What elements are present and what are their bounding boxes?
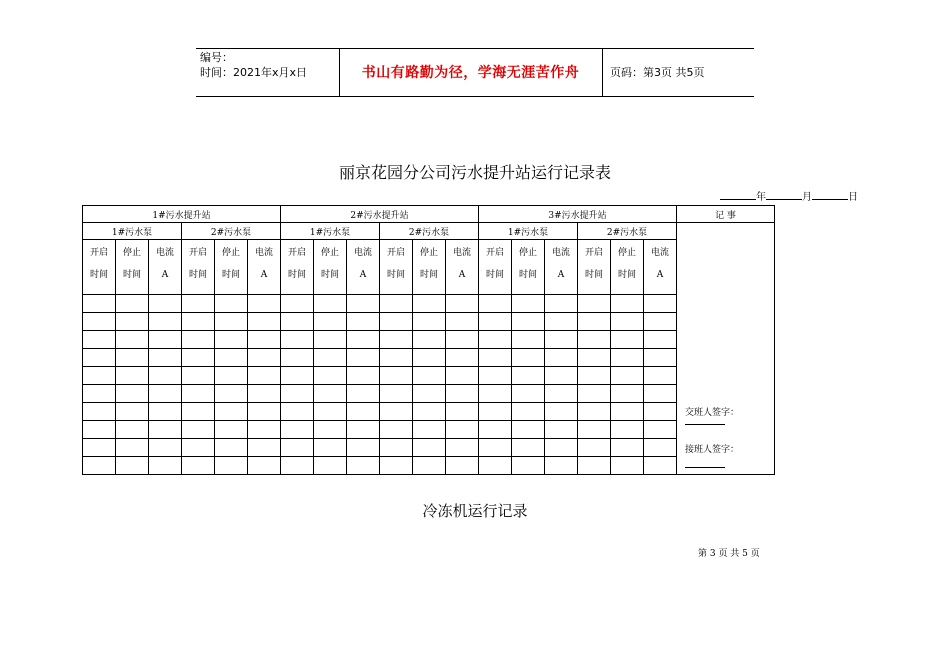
log-cell[interactable] (380, 403, 413, 421)
log-cell[interactable] (116, 421, 149, 439)
log-cell[interactable] (644, 331, 677, 349)
log-cell[interactable] (149, 331, 182, 349)
log-cell[interactable] (446, 295, 479, 313)
log-cell[interactable] (644, 349, 677, 367)
handover-signature-line[interactable] (685, 424, 725, 425)
log-cell[interactable] (479, 385, 512, 403)
log-cell[interactable] (611, 331, 644, 349)
date-line (720, 188, 858, 203)
log-cell[interactable] (446, 367, 479, 385)
day-blank[interactable] (812, 190, 848, 200)
log-cell[interactable] (413, 421, 446, 439)
log-cell[interactable] (116, 439, 149, 457)
log-cell[interactable] (611, 295, 644, 313)
log-cell[interactable] (116, 385, 149, 403)
log-cell[interactable] (149, 457, 182, 475)
log-cell[interactable] (314, 331, 347, 349)
log-cell[interactable] (347, 331, 380, 349)
stop-time-header: 停止 时间 (512, 240, 545, 295)
log-cell[interactable] (182, 439, 215, 457)
takeover-signature-label: 接班人签字： (685, 445, 740, 455)
log-cell[interactable] (479, 457, 512, 475)
log-cell[interactable] (479, 313, 512, 331)
month-blank[interactable] (766, 190, 802, 200)
log-cell[interactable] (644, 457, 677, 475)
log-cell[interactable] (545, 403, 578, 421)
log-cell[interactable] (116, 313, 149, 331)
log-cell[interactable] (512, 457, 545, 475)
log-cell[interactable] (281, 403, 314, 421)
log-cell[interactable] (248, 295, 281, 313)
table-row (83, 349, 775, 367)
table-row (83, 421, 775, 439)
year-blank[interactable] (720, 190, 756, 200)
log-cell[interactable] (116, 349, 149, 367)
log-cell[interactable] (215, 295, 248, 313)
footer-page-number: 第 3 页 共 5 页 (698, 549, 760, 559)
log-cell[interactable] (248, 457, 281, 475)
log-cell[interactable] (281, 295, 314, 313)
log-cell[interactable] (215, 421, 248, 439)
log-cell[interactable] (644, 295, 677, 313)
log-cell[interactable] (215, 457, 248, 475)
log-cell[interactable] (413, 457, 446, 475)
s3-pump2-header: 2#污水泵 (578, 223, 677, 240)
log-cell[interactable] (281, 421, 314, 439)
station-3-header: 3#污水提升站 (479, 206, 677, 223)
log-cell[interactable] (479, 439, 512, 457)
log-cell[interactable] (545, 457, 578, 475)
log-cell[interactable] (578, 331, 611, 349)
log-cell[interactable] (149, 421, 182, 439)
table-row (83, 457, 775, 475)
log-cell[interactable] (380, 439, 413, 457)
log-cell[interactable] (512, 331, 545, 349)
log-cell[interactable] (512, 349, 545, 367)
log-cell[interactable] (413, 385, 446, 403)
log-cell[interactable] (347, 295, 380, 313)
month-label: 月 (802, 192, 812, 203)
log-cell[interactable] (644, 367, 677, 385)
log-cell[interactable] (215, 385, 248, 403)
log-cell[interactable] (380, 385, 413, 403)
stop-time-header: 停止 时间 (116, 240, 149, 295)
log-cell[interactable] (380, 367, 413, 385)
log-cell[interactable] (248, 421, 281, 439)
log-cell[interactable] (83, 367, 116, 385)
log-cell[interactable] (182, 457, 215, 475)
log-cell[interactable] (545, 331, 578, 349)
log-cell[interactable] (83, 385, 116, 403)
log-cell[interactable] (248, 313, 281, 331)
log-cell[interactable] (545, 385, 578, 403)
current-header: 电流 A (149, 240, 182, 295)
log-cell[interactable] (83, 457, 116, 475)
start-time-header: 开启 时间 (182, 240, 215, 295)
day-label: 日 (848, 192, 858, 203)
log-cell[interactable] (281, 313, 314, 331)
notes-header: 记 事 (677, 206, 775, 223)
log-cell[interactable] (281, 367, 314, 385)
log-cell[interactable] (380, 349, 413, 367)
log-cell[interactable] (83, 421, 116, 439)
log-cell[interactable] (248, 331, 281, 349)
page-title: 丽京花园分公司污水提升站运行记录表 (338, 163, 611, 182)
log-cell[interactable] (347, 457, 380, 475)
log-cell[interactable] (314, 439, 347, 457)
log-cell[interactable] (248, 385, 281, 403)
log-cell[interactable] (512, 367, 545, 385)
log-cell[interactable] (479, 403, 512, 421)
log-cell[interactable] (182, 367, 215, 385)
header-bottom-rule (196, 96, 754, 97)
log-cell[interactable] (611, 457, 644, 475)
stop-time-header: 停止 时间 (215, 240, 248, 295)
log-cell[interactable] (248, 367, 281, 385)
log-cell[interactable] (83, 349, 116, 367)
log-cell[interactable] (578, 313, 611, 331)
log-cell[interactable] (611, 367, 644, 385)
log-cell[interactable] (83, 295, 116, 313)
station-2-header: 2#污水提升站 (281, 206, 479, 223)
log-cell[interactable] (380, 457, 413, 475)
log-cell[interactable] (446, 331, 479, 349)
log-cell[interactable] (215, 331, 248, 349)
year-label: 年 (756, 192, 766, 203)
table-row (83, 439, 775, 457)
table-row (83, 403, 775, 421)
log-cell[interactable] (545, 313, 578, 331)
log-cell[interactable] (446, 385, 479, 403)
log-cell[interactable] (545, 367, 578, 385)
log-cell[interactable] (248, 439, 281, 457)
log-cell[interactable] (380, 421, 413, 439)
start-time-header: 开启 时间 (479, 240, 512, 295)
log-cell[interactable] (512, 385, 545, 403)
start-time-header: 开启 时间 (83, 240, 116, 295)
log-cell[interactable] (314, 385, 347, 403)
log-cell[interactable] (512, 313, 545, 331)
log-cell[interactable] (512, 439, 545, 457)
log-cell[interactable] (314, 295, 347, 313)
log-cell[interactable] (446, 349, 479, 367)
serial-label: 编号： (200, 51, 233, 64)
log-cell[interactable] (347, 385, 380, 403)
log-cell[interactable] (182, 403, 215, 421)
s3-pump1-header: 1#污水泵 (479, 223, 578, 240)
log-cell[interactable] (281, 349, 314, 367)
log-cell[interactable] (149, 403, 182, 421)
log-cell[interactable] (116, 367, 149, 385)
section-subtitle: 冷冻机运行记录 (422, 502, 528, 520)
log-cell[interactable] (479, 367, 512, 385)
s2-pump2-header: 2#污水泵 (380, 223, 479, 240)
log-cell[interactable] (314, 349, 347, 367)
log-cell[interactable] (215, 313, 248, 331)
log-cell[interactable] (578, 403, 611, 421)
log-cell[interactable] (347, 367, 380, 385)
current-header: 电流 A (545, 240, 578, 295)
time-label: 时间：2021年x月x日 (200, 66, 308, 79)
log-cell[interactable] (380, 313, 413, 331)
log-cell[interactable] (281, 457, 314, 475)
notes-cell[interactable] (677, 223, 775, 475)
log-cell[interactable] (116, 403, 149, 421)
log-cell[interactable] (413, 349, 446, 367)
log-cell[interactable] (149, 367, 182, 385)
log-cell[interactable] (347, 313, 380, 331)
log-cell[interactable] (149, 349, 182, 367)
header-divider-2 (602, 48, 603, 96)
log-cell[interactable] (512, 421, 545, 439)
log-cell[interactable] (83, 439, 116, 457)
log-cell[interactable] (578, 367, 611, 385)
log-cell[interactable] (644, 403, 677, 421)
table-row (83, 367, 775, 385)
log-cell[interactable] (314, 367, 347, 385)
log-cell[interactable] (413, 313, 446, 331)
log-cell[interactable] (314, 313, 347, 331)
log-cell[interactable] (347, 421, 380, 439)
log-cell[interactable] (83, 331, 116, 349)
log-cell[interactable] (215, 367, 248, 385)
log-cell[interactable] (611, 421, 644, 439)
log-cell[interactable] (182, 295, 215, 313)
log-cell[interactable] (644, 421, 677, 439)
log-cell[interactable] (479, 349, 512, 367)
log-cell[interactable] (413, 367, 446, 385)
log-cell[interactable] (644, 439, 677, 457)
log-cell[interactable] (182, 313, 215, 331)
log-cell[interactable] (413, 439, 446, 457)
log-cell[interactable] (83, 403, 116, 421)
stop-time-header: 停止 时间 (314, 240, 347, 295)
station-1-header: 1#污水提升站 (83, 206, 281, 223)
log-cell[interactable] (578, 349, 611, 367)
log-cell[interactable] (512, 295, 545, 313)
log-cell[interactable] (446, 313, 479, 331)
header-motto: 书山有路勤为径，学海无涯苦作舟 (361, 65, 580, 81)
table-row (83, 313, 775, 331)
log-cell[interactable] (644, 313, 677, 331)
log-cell[interactable] (215, 403, 248, 421)
log-cell[interactable] (149, 313, 182, 331)
log-cell[interactable] (479, 421, 512, 439)
log-cell[interactable] (545, 439, 578, 457)
table-row (83, 385, 775, 403)
log-cell[interactable] (182, 385, 215, 403)
log-cell[interactable] (611, 385, 644, 403)
log-cell[interactable] (116, 331, 149, 349)
stop-time-header: 停止 时间 (413, 240, 446, 295)
log-cell[interactable] (578, 439, 611, 457)
log-cell[interactable] (314, 457, 347, 475)
log-cell[interactable] (545, 295, 578, 313)
log-cell[interactable] (182, 349, 215, 367)
log-cell[interactable] (116, 457, 149, 475)
log-cell[interactable] (116, 295, 149, 313)
log-cell[interactable] (182, 421, 215, 439)
current-header: 电流 A (644, 240, 677, 295)
s2-pump1-header: 1#污水泵 (281, 223, 380, 240)
log-cell[interactable] (380, 295, 413, 313)
log-cell[interactable] (479, 331, 512, 349)
log-cell[interactable] (644, 385, 677, 403)
header-meta (200, 50, 307, 80)
start-time-header: 开启 时间 (578, 240, 611, 295)
header-page-label: 页码：第3页 共5页 (610, 66, 705, 79)
current-header: 电流 A (248, 240, 281, 295)
table-row (83, 331, 775, 349)
log-cell[interactable] (413, 403, 446, 421)
log-cell[interactable] (578, 295, 611, 313)
handover-signature-label: 交班人签字： (685, 408, 740, 418)
start-time-header: 开启 时间 (281, 240, 314, 295)
log-cell[interactable] (446, 439, 479, 457)
log-cell[interactable] (413, 295, 446, 313)
log-cell[interactable] (215, 439, 248, 457)
log-cell[interactable] (446, 403, 479, 421)
s1-pump2-header: 2#污水泵 (182, 223, 281, 240)
log-cell[interactable] (347, 403, 380, 421)
table-row (83, 295, 775, 313)
log-cell[interactable] (314, 403, 347, 421)
s1-pump1-header: 1#污水泵 (83, 223, 182, 240)
log-cell[interactable] (545, 349, 578, 367)
log-cell[interactable] (281, 331, 314, 349)
start-time-header: 开启 时间 (380, 240, 413, 295)
log-cell[interactable] (413, 331, 446, 349)
log-cell[interactable] (611, 439, 644, 457)
log-cell[interactable] (347, 439, 380, 457)
log-cell[interactable] (479, 295, 512, 313)
log-cell[interactable] (281, 385, 314, 403)
current-header: 电流 A (446, 240, 479, 295)
log-cell[interactable] (83, 313, 116, 331)
log-cell[interactable] (545, 421, 578, 439)
log-cell[interactable] (281, 439, 314, 457)
log-cell[interactable] (314, 421, 347, 439)
log-cell[interactable] (578, 421, 611, 439)
takeover-signature-line[interactable] (685, 467, 725, 468)
log-cell[interactable] (380, 331, 413, 349)
log-cell[interactable] (611, 349, 644, 367)
log-cell[interactable] (446, 457, 479, 475)
log-cell[interactable] (446, 421, 479, 439)
log-cell[interactable] (149, 439, 182, 457)
log-cell[interactable] (578, 385, 611, 403)
log-cell[interactable] (182, 331, 215, 349)
log-cell[interactable] (578, 457, 611, 475)
stop-time-header: 停止 时间 (611, 240, 644, 295)
log-cell[interactable] (248, 403, 281, 421)
log-cell[interactable] (149, 295, 182, 313)
log-cell[interactable] (512, 403, 545, 421)
log-table (82, 205, 775, 475)
log-cell[interactable] (611, 403, 644, 421)
log-cell[interactable] (248, 349, 281, 367)
log-cell[interactable] (611, 313, 644, 331)
log-cell[interactable] (215, 349, 248, 367)
log-cell[interactable] (347, 349, 380, 367)
log-cell[interactable] (149, 385, 182, 403)
current-header: 电流 A (347, 240, 380, 295)
